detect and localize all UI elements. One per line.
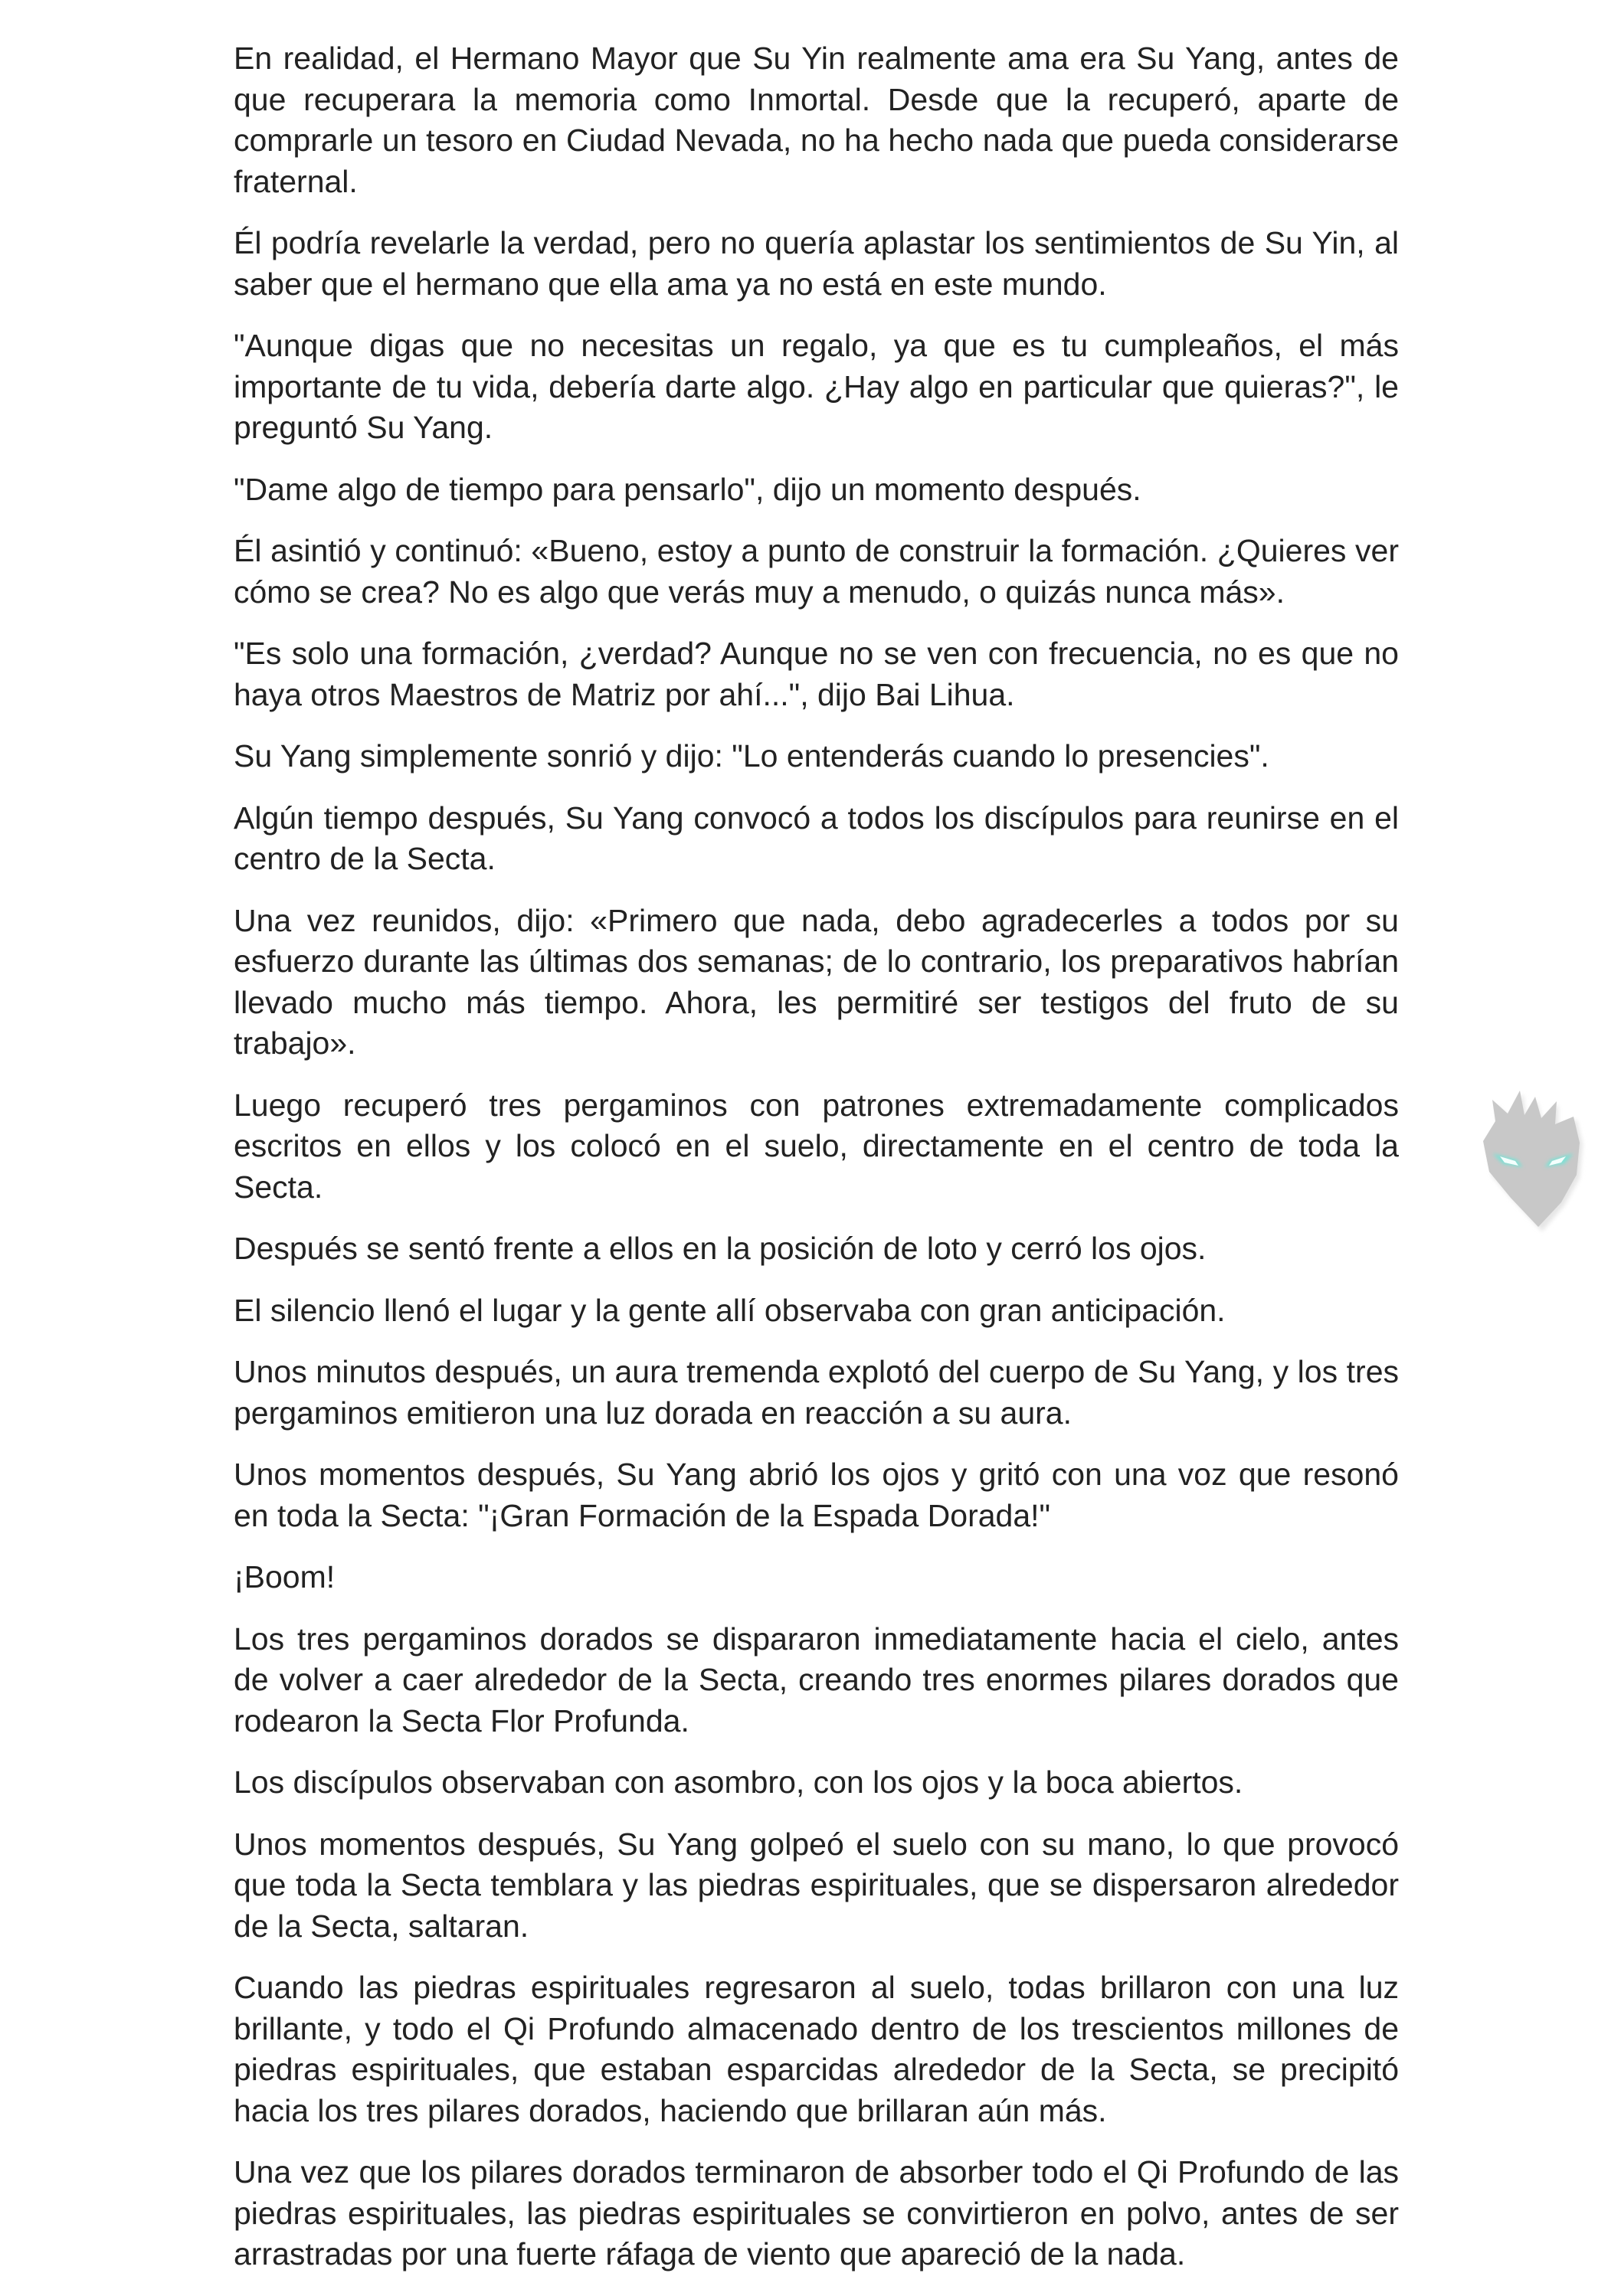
paragraph: Unos momentos después, Su Yang abrió los ojos y gritó con una voz que resonó en toda la Secta: "¡Gran Formación de la Espada Dorada!": [234, 1457, 1399, 1533]
paragraph: Una vez reunidos, dijo: «Primero que nada, debo agradecerles a todos por su esfuerzo durante las últimas dos semanas; de lo contrario, los preparativos habrían llevado mucho más tiempo. Ahora, les permitiré ser testigos del fruto de su trabajo».: [234, 902, 1399, 1061]
paragraph: El silencio llenó el lugar y la gente allí observaba con gran anticipación.: [234, 1292, 1226, 1328]
paragraph: Él podría revelarle la verdad, pero no quería aplastar los sentimientos de Su Yin, al saber que el hermano que ella ama ya no está en este mundo.: [234, 225, 1399, 302]
paragraph: Su Yang simplemente sonrió y dijo: "Lo entenderás cuando lo presencies".: [234, 738, 1269, 774]
document-body: [234, 38, 1399, 2296]
paragraph: "Aunque digas que no necesitas un regalo, ya que es tu cumpleaños, el más importante de tu vida, debería darte algo. ¿Hay algo en particular que quieras?", le preguntó Su Yang.: [234, 328, 1399, 445]
paragraph: Después se sentó frente a ellos en la posición de loto y cerró los ojos.: [234, 1231, 1207, 1266]
paragraph: Los discípulos observaban con asombro, con los ojos y la boca abiertos.: [234, 1765, 1243, 1800]
paragraph: Unos minutos después, un aura tremenda explotó del cuerpo de Su Yang, y los tres pergaminos emitieron una luz dorada en reacción a su aura.: [234, 1354, 1399, 1431]
paragraph: Una vez que los pilares dorados terminaron de absorber todo el Qi Profundo de las piedras espirituales, las piedras espirituales se convirtieron en polvo, antes de ser arrastradas por una fuerte ráfaga de viento que apareció de la nada.: [234, 2154, 1399, 2271]
demon-head-logo-icon: [1469, 1071, 1607, 1239]
paragraph: Unos momentos después, Su Yang golpeó el suelo con su mano, lo que provocó que toda la Secta temblara y las piedras espirituales, que se dispersaron alrededor de la Secta, saltaran.: [234, 1826, 1399, 1944]
paragraph: ¡Boom!: [234, 1559, 336, 1594]
paragraph: Los tres pergaminos dorados se dispararon inmediatamente hacia el cielo, antes de volver a caer alrededor de la Secta, creando tres enormes pilares dorados que rodearon la Secta Flor Profunda.: [234, 1621, 1399, 1738]
paragraph: Algún tiempo después, Su Yang convocó a todos los discípulos para reunirse en el centro de la Secta.: [234, 800, 1399, 876]
paragraph: Él asintió y continuó: «Bueno, estoy a punto de construir la formación. ¿Quieres ver cómo se crea? No es algo que verás muy a menudo, o quizás nunca más».: [234, 533, 1399, 610]
paragraph: Cuando las piedras espirituales regresaron al suelo, todas brillaron con una luz brillante, y todo el Qi Profundo almacenado dentro de los trescientos millones de piedras espirituales, que estaban esparcidas alrededor de la Secta, se precipitó hacia los tres pilares dorados, haciendo que brillaran aún más.: [234, 1970, 1399, 2128]
paragraph: En realidad, el Hermano Mayor que Su Yin realmente ama era Su Yang, antes de que recuperara la memoria como Inmortal. Desde que la recuperó, aparte de comprarle un tesoro en Ciudad Nevada, no ha hecho nada que pueda considerarse fraternal.: [234, 41, 1399, 199]
paragraph: "Dame algo de tiempo para pensarlo", dijo un momento después.: [234, 471, 1141, 507]
paragraph: "Es solo una formación, ¿verdad? Aunque no se ven con frecuencia, no es que no haya otros Maestros de Matriz por ahí...", dijo Bai Lihua.: [234, 636, 1399, 712]
paragraph: Luego recuperó tres pergaminos con patrones extremadamente complicados escritos en ellos y los colocó en el suelo, directamente en el centro de toda la Secta.: [234, 1087, 1399, 1205]
